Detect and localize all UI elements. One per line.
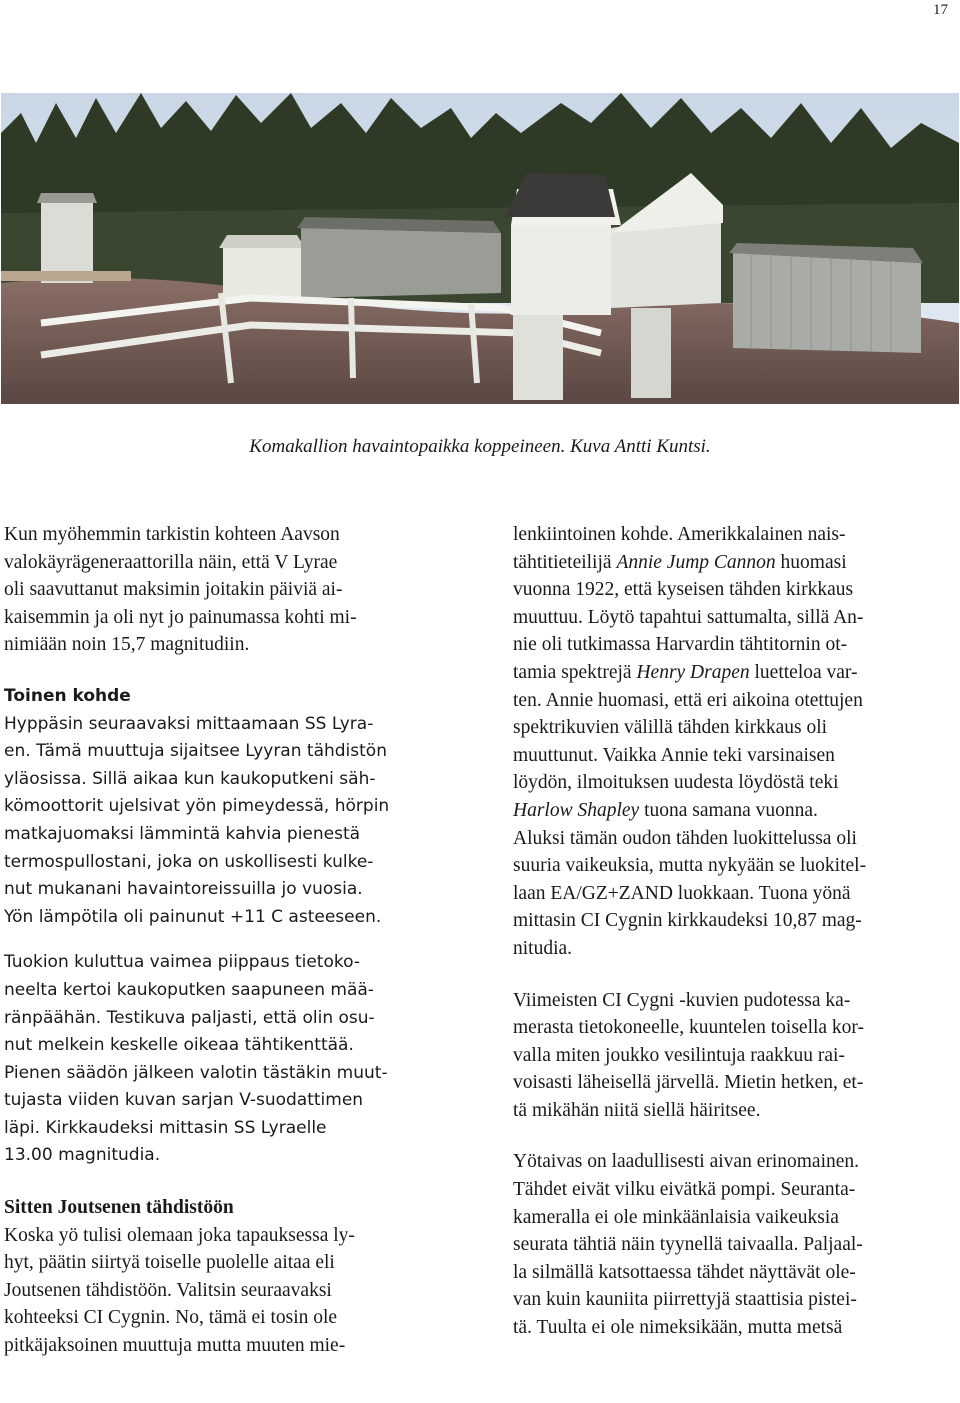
text-line: suuria vaikeuksia, mutta nykyään se luokitel- bbox=[513, 855, 867, 877]
text-line: Pienen säädön jälkeen valotin tästäkin muut- bbox=[4, 1062, 388, 1083]
section-heading: Toinen kohde bbox=[4, 685, 131, 706]
text-line: Kun myöhemmin tarkistin kohteen Aavson bbox=[4, 524, 340, 545]
text-line: Yön lämpötila oli painunut +11 C asteeseen. bbox=[4, 906, 382, 927]
paragraph bbox=[513, 987, 953, 1125]
text-span: luetteloa var- bbox=[749, 661, 858, 683]
left-column bbox=[4, 521, 452, 1360]
text-line: pitkäjaksoinen muuttuja mutta muuten mie- bbox=[4, 1335, 346, 1357]
text-line: van kuin kauniita piirrettyjä staattisia pistei- bbox=[513, 1289, 857, 1311]
paragraph bbox=[4, 711, 452, 932]
text-line: Aluksi tämän oudon tähden luokittelussa oli bbox=[513, 827, 857, 849]
text-line: nie oli tutkimassa Harvardin tähtitornin ot- bbox=[513, 634, 848, 656]
text-line: ränpäähän. Testikuva paljasti, että olin osu- bbox=[4, 1007, 375, 1028]
text-span: tamia spektrejä bbox=[513, 661, 637, 683]
text-line: merasta tietokoneelle, kuuntelen toisella kor- bbox=[513, 1017, 865, 1039]
text-line: nitudia. bbox=[513, 937, 573, 959]
text-line: ten. Annie huomasi, että eri aikoina otettujen bbox=[513, 689, 863, 711]
text-line bbox=[513, 549, 953, 577]
paragraph bbox=[513, 521, 953, 963]
paragraph bbox=[4, 1222, 452, 1360]
paragraph bbox=[4, 521, 452, 659]
text-line: kohteeksi CI Cygnin. No, tämä ei tosin ole bbox=[4, 1307, 338, 1329]
text-line: neelta kertoi kaukoputken saapuneen mää- bbox=[4, 979, 374, 1000]
text-span: tähtitieteilijä bbox=[513, 551, 617, 573]
text-line: kaisemmin ja oli nyt jo painumassa kohti mi- bbox=[4, 606, 357, 628]
text-line: kameralla ei ole minkäänlaisia vaikeuksia bbox=[513, 1206, 839, 1228]
text-line: Yötaivas on laadullisesti aivan erinomainen. bbox=[513, 1151, 860, 1173]
text-line: valokäyrägeneraattorilla näin, että V Lyrae bbox=[4, 551, 338, 573]
right-column bbox=[513, 521, 953, 1342]
paragraph bbox=[4, 949, 452, 1170]
text-line: tä mikähän niitä siellä häiritsee. bbox=[513, 1099, 761, 1121]
text-line: laan EA/GZ+ZAND luokkaan. Tuona yönä bbox=[513, 882, 851, 904]
text-line: lenkiintoinen kohde. Amerikkalainen nais- bbox=[513, 524, 846, 545]
person-name: Annie Jump Cannon bbox=[616, 551, 776, 573]
text-line: termospullostani, joka on uskollisesti kulke- bbox=[4, 851, 374, 872]
text-line: Hyppäsin seuraavaksi mittaamaan SS Lyra- bbox=[4, 713, 374, 734]
text-line: Tähdet eivät vilku eivätkä pompi. Seuranta- bbox=[513, 1179, 856, 1201]
text-span: huomasi bbox=[775, 551, 847, 573]
text-span: tuona samana vuonna. bbox=[639, 799, 818, 821]
text-line bbox=[513, 797, 953, 825]
text-line: nut melkein keskelle oikeaa tähtikenttää. bbox=[4, 1035, 354, 1056]
text-line: mittasin CI Cygnin kirkkaudeksi 10,87 mag- bbox=[513, 910, 862, 932]
text-line: spektrikuvien välillä tähden kirkkaus oli bbox=[513, 717, 828, 739]
text-line: nut mukanani havaintoreissuilla jo vuosia. bbox=[4, 879, 363, 900]
paragraph bbox=[513, 1148, 953, 1341]
text-line: valla miten joukko vesilintuja raakkuu rai- bbox=[513, 1044, 845, 1066]
text-line: 13.00 magnitudia. bbox=[4, 1145, 161, 1166]
observatory-photo bbox=[1, 93, 959, 404]
text-line: muuttunut. Vaikka Annie teki varsinaisen bbox=[513, 744, 835, 766]
text-line: en. Tämä muuttuja sijaitsee Lyyran tähdistön bbox=[4, 741, 387, 762]
text-line: muuttuu. Löytö tapahtui sattumalta, sillä An- bbox=[513, 606, 864, 628]
text-line: Viimeisten CI Cygni -kuvien pudotessa ka- bbox=[513, 989, 851, 1011]
text-line: matkajuomaksi lämmintä kahvia pienestä bbox=[4, 823, 361, 844]
photo-caption: Komakallion havaintopaikka koppeineen. Kuva Antti Kuntsi. bbox=[249, 436, 711, 457]
text-line: voisasti läheisellä järvellä. Mietin hetken, et- bbox=[513, 1072, 864, 1094]
text-line: hyt, päätin siirtyä toiselle puolelle aitaa eli bbox=[4, 1252, 335, 1274]
section-heading: Sitten Joutsenen tähdistöön bbox=[4, 1197, 234, 1219]
text-line: läpi. Kirkkaudeksi mittasin SS Lyraelle bbox=[4, 1117, 327, 1138]
text-line: tä. Tuulta ei ole nimeksikään, mutta metsä bbox=[513, 1317, 843, 1339]
observatory-photo-icon bbox=[1, 93, 959, 404]
text-line: seurata tähtiä näin tyynellä taivaalla. Paljaal- bbox=[513, 1234, 863, 1256]
text-line: nimiään noin 15,7 magnitudiin. bbox=[4, 634, 250, 656]
text-line: yläosissa. Sillä aikaa kun kaukoputkeni säh- bbox=[4, 768, 376, 789]
person-name: Henry Drapen bbox=[636, 661, 750, 683]
text-line: Tuokion kuluttua vaimea piippaus tietoko- bbox=[4, 952, 360, 973]
text-line: Koska yö tulisi olemaan joka tapauksessa ly- bbox=[4, 1224, 355, 1246]
text-line bbox=[513, 659, 953, 687]
text-line: löydön, ilmoituksen uudesta löydöstä teki bbox=[513, 772, 839, 794]
text-line: kömoottorit ujelsivat yön pimeydessä, hörpin bbox=[4, 796, 390, 817]
text-line: vuonna 1922, että kyseisen tähden kirkkaus bbox=[513, 579, 854, 601]
person-name: Harlow Shapley bbox=[513, 799, 640, 821]
page-number: 17 bbox=[933, 2, 948, 18]
text-line: oli saavuttanut maksimin joitakin päiviä ai- bbox=[4, 579, 343, 601]
text-line: tujasta viiden kuvan sarjan V-suodattimen bbox=[4, 1090, 364, 1111]
text-line: Joutsenen tähdistöön. Valitsin seuraavaksi bbox=[4, 1279, 332, 1301]
text-line: la silmällä katsottaessa tähdet näyttävät ole- bbox=[513, 1261, 856, 1283]
